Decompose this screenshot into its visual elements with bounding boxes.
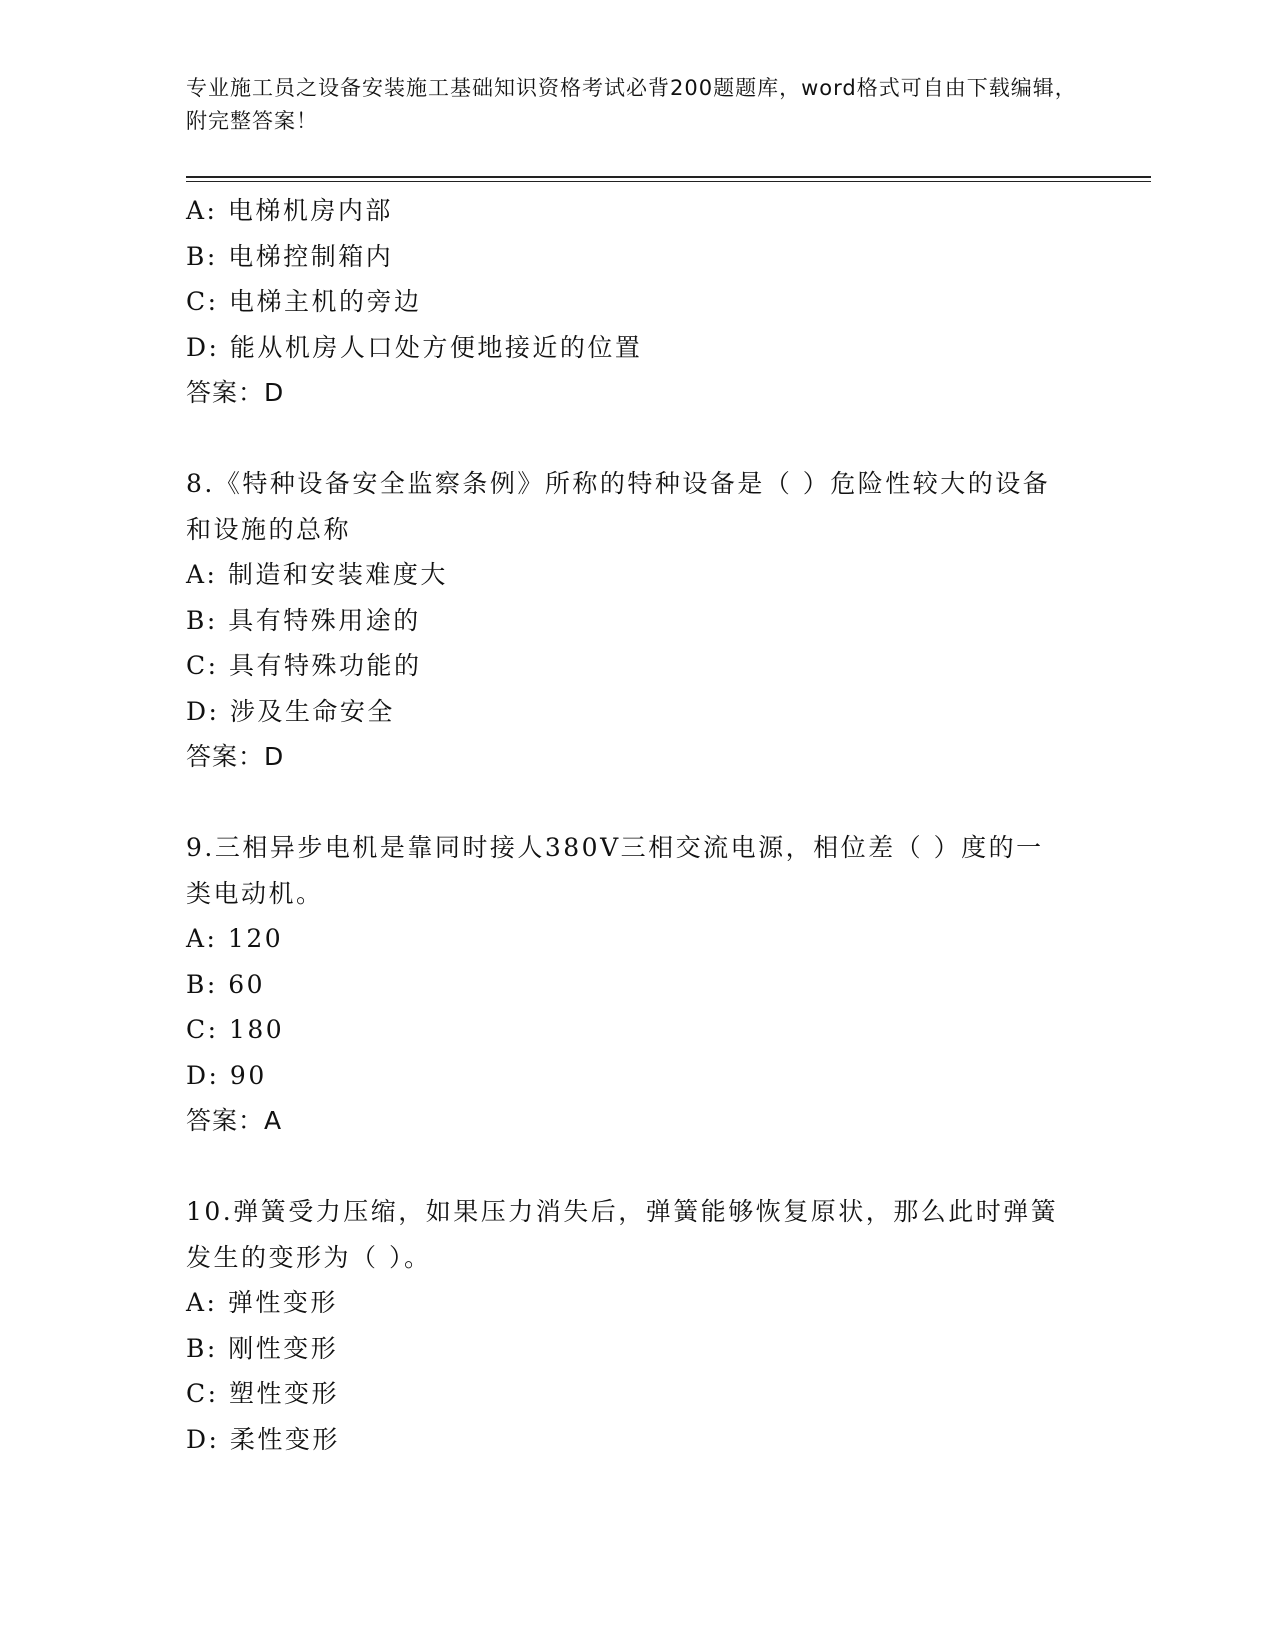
option-c: C: 180 <box>186 1015 285 1044</box>
answer-line: 答案：D <box>186 378 285 407</box>
question-list <box>186 188 1086 1462</box>
question-stem: 10.弹簧受力压缩，如果压力消失后，弹簧能够恢复原状，那么此时弹簧发生的变形为（ ）。 <box>186 1197 1059 1272</box>
option-b: B: 刚性变形 <box>186 1333 339 1363</box>
option-b: B: 具有特殊用途的 <box>186 605 421 635</box>
question-8 <box>186 461 1086 780</box>
option-a: A: 制造和安装难度大 <box>186 560 448 589</box>
option-a: A: 120 <box>186 924 284 953</box>
spacer <box>186 780 1086 826</box>
option-d: D: 90 <box>186 1060 267 1090</box>
option-b: B: 电梯控制箱内 <box>186 241 394 271</box>
option-d: D: 柔性变形 <box>186 1424 340 1454</box>
document-header: 专业施工员之设备安装施工基础知识资格考试必背200题题库，word格式可自由下载编辑，附完整答案！ <box>186 76 1077 133</box>
question-7-fragment <box>186 188 1086 416</box>
option-b: B: 60 <box>186 969 266 999</box>
option-c: C: 电梯主机的旁边 <box>186 287 422 316</box>
option-c: C: 塑性变形 <box>186 1379 339 1408</box>
option-a: A: 弹性变形 <box>186 1288 338 1317</box>
answer-line: 答案：A <box>186 1106 283 1135</box>
option-d: D: 能从机房人口处方便地接近的位置 <box>186 332 643 362</box>
header-divider <box>186 176 1151 182</box>
spacer <box>186 1144 1086 1190</box>
spacer <box>186 416 1086 462</box>
question-stem: 9.三相异步电机是靠同时接人380V三相交流电源，相位差（ ）度的一类电动机。 <box>186 833 1044 908</box>
option-d: D: 涉及生命安全 <box>186 696 395 726</box>
question-stem: 8.《特种设备安全监察条例》所称的特种设备是（ ）危险性较大的设备和设施的总称 <box>186 469 1051 544</box>
answer-line: 答案：D <box>186 742 285 771</box>
option-a: A: 电梯机房内部 <box>186 196 393 225</box>
option-c: C: 具有特殊功能的 <box>186 651 422 680</box>
question-9 <box>186 825 1086 1144</box>
question-10 <box>186 1189 1086 1462</box>
